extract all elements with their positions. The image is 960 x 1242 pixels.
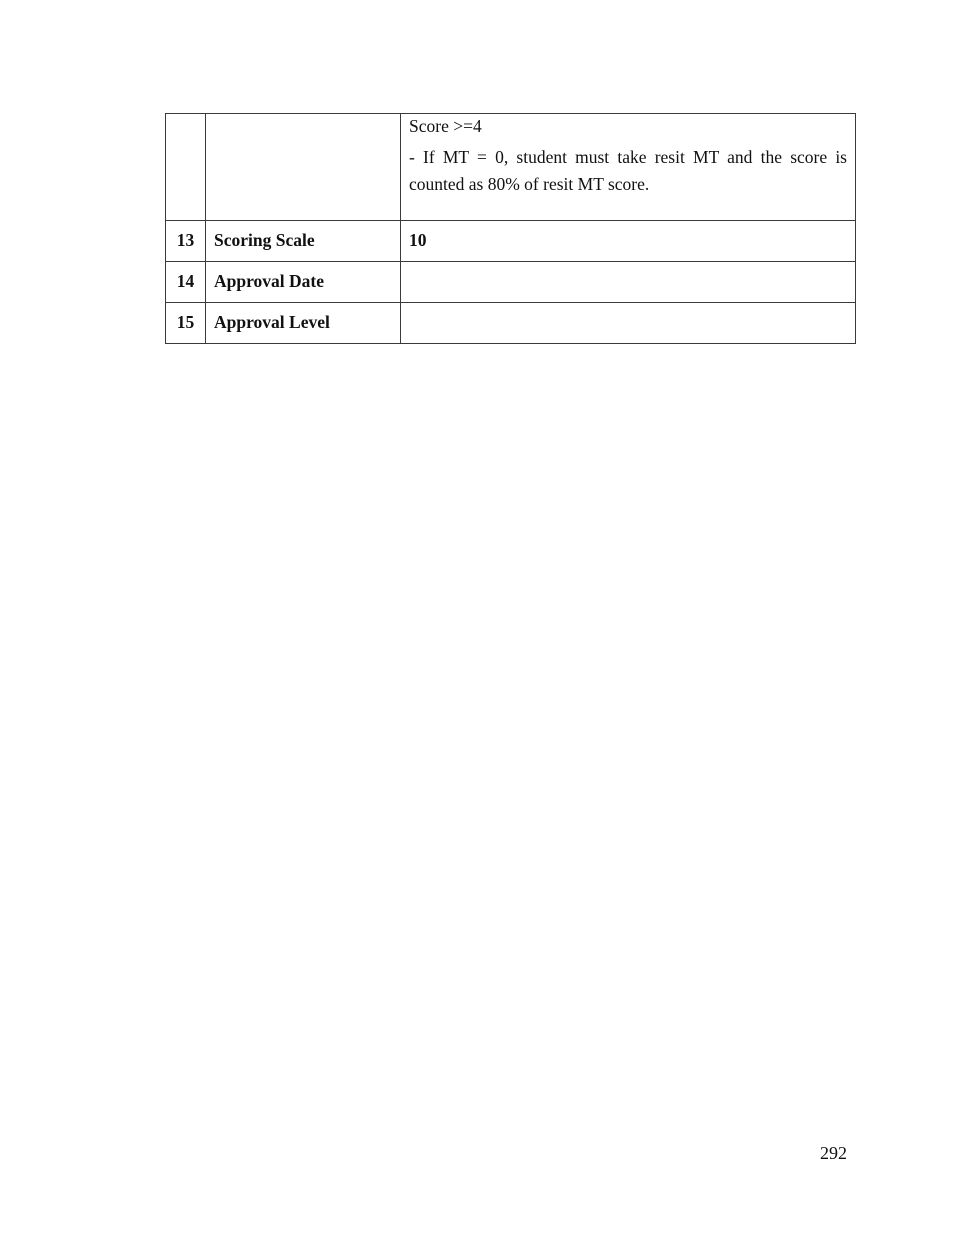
row-value-cell	[401, 303, 856, 344]
row-number: 15	[176, 312, 195, 332]
row-number-cell	[166, 262, 206, 303]
row-value	[409, 303, 847, 312]
row-label-cell	[206, 262, 401, 303]
row-label	[214, 114, 392, 123]
table-row-approval-level	[166, 303, 856, 344]
row-label: Scoring Scale	[214, 230, 315, 250]
row-number-cell	[166, 114, 206, 221]
table-row-scoring-scale	[166, 221, 856, 262]
row-number: 13	[176, 230, 195, 250]
row-value: 10	[409, 230, 427, 250]
row-number-cell	[166, 303, 206, 344]
row-value-cell	[401, 114, 856, 221]
row-number-cell	[166, 221, 206, 262]
row-label-cell	[206, 114, 401, 221]
row-label-cell	[206, 303, 401, 344]
row-number	[166, 114, 205, 123]
table-row-continuation	[166, 114, 856, 221]
row-label: Approval Date	[214, 271, 325, 291]
row-value-cell	[401, 262, 856, 303]
row-number: 14	[176, 271, 195, 291]
page-number: 292	[820, 1143, 847, 1163]
row-label-cell	[206, 221, 401, 262]
row-value	[409, 262, 847, 271]
table-row-approval-date	[166, 262, 856, 303]
syllabus-table	[165, 113, 856, 344]
resit-rule-text: - If MT = 0, student must take resit MT and the score is counted as 80% of resit MT score.	[409, 147, 847, 194]
row-label: Approval Level	[214, 312, 330, 332]
row-value-cell	[401, 221, 856, 262]
score-threshold-text: Score >=4	[409, 116, 482, 136]
